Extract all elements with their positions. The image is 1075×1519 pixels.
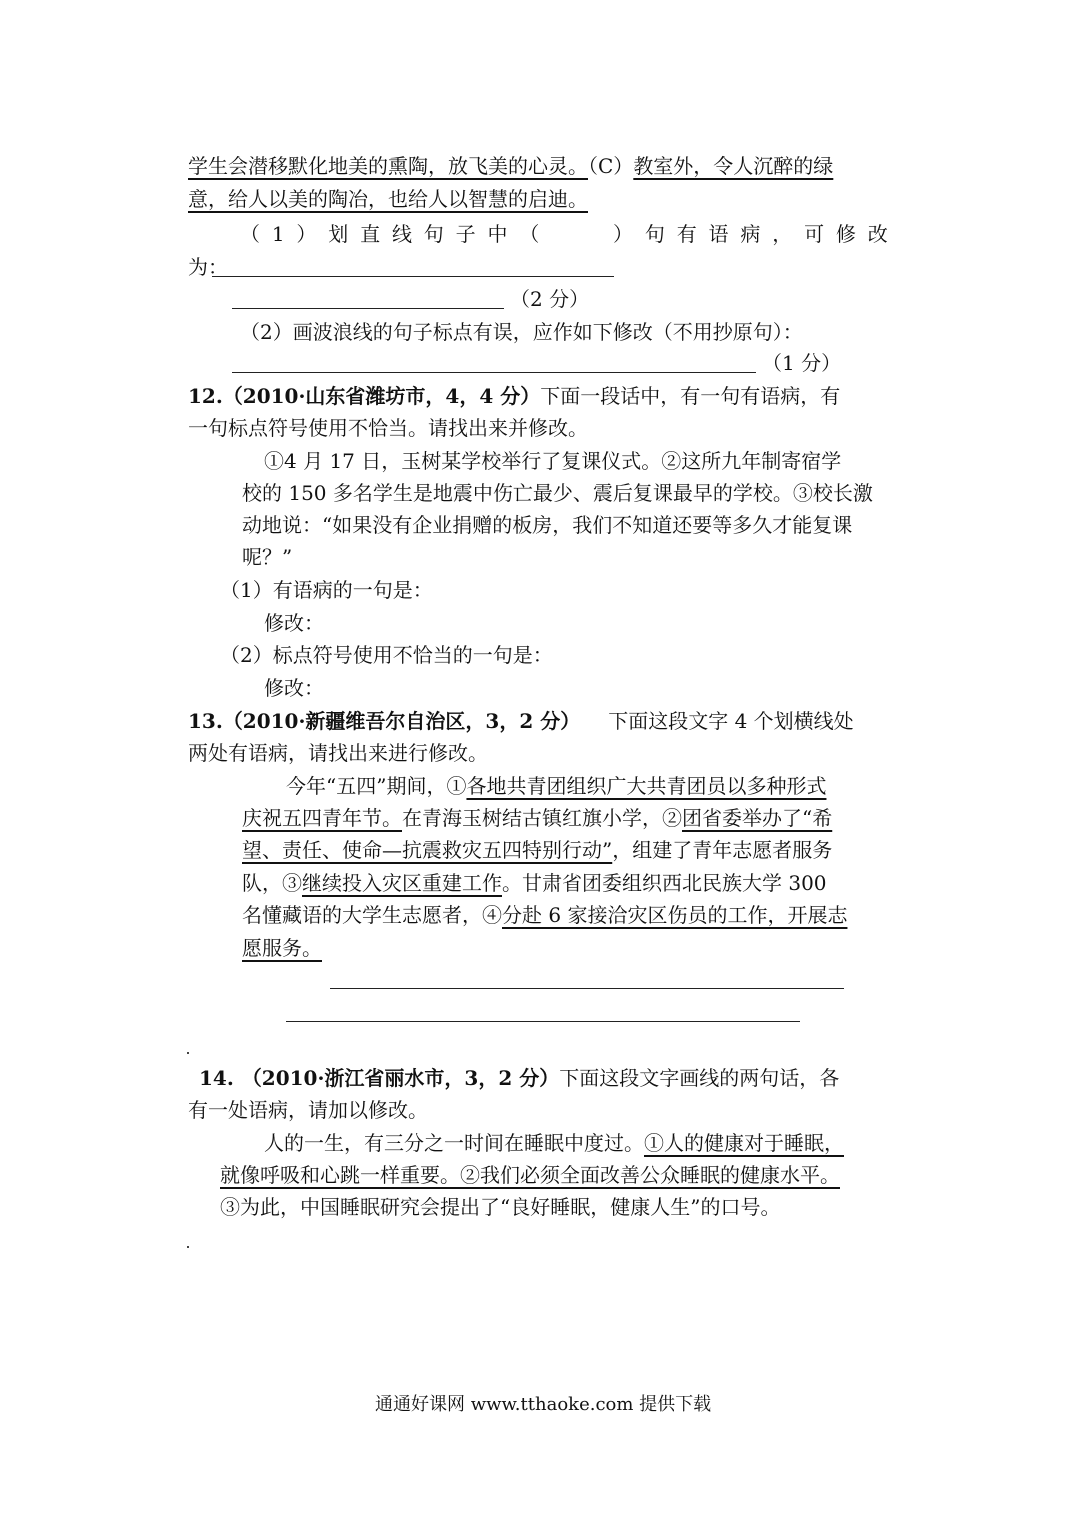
- q12-source: （2010·山东省潍坊市，4，4 分）: [222, 384, 541, 408]
- q11-underlined-sentence-c-end: 意，给人以美的陶冶，也给人以智慧的启迪。: [188, 187, 588, 211]
- q12-passage-line: 动地说：“如果没有企业捐赠的板房，我们不知道还要等多久才能复课: [242, 513, 853, 537]
- q11-answer-line-1[interactable]: [212, 276, 614, 277]
- q14-source: （2010·浙江省丽水市，3，2 分）: [241, 1066, 560, 1090]
- q12-item-1: （1）有语病的一句是：: [220, 578, 433, 602]
- q13-source: （2010·新疆维吾尔自治区，3，2 分）: [222, 709, 581, 733]
- q11-sub1-score: （2 分）: [510, 287, 590, 311]
- q14-header: [199, 1066, 839, 1090]
- q13-passage-line-6: [242, 936, 322, 960]
- q11-underlined-sentence-c: 教室外，令人沉醉的绿: [633, 154, 834, 178]
- q13-underlined-4: 分赴 6 家接洽灾区伤员的工作，开展志: [502, 903, 848, 927]
- q11-underlined-sentence-b-start: 学生会潜移默化地美的熏陶，放飞美的心灵。: [188, 154, 588, 178]
- q11-sub1-cont: 为：: [188, 255, 228, 279]
- q13-underlined-1-end: 庆祝五四青年节。: [242, 806, 402, 830]
- q13-passage-line-5: 名懂藏语的大学生志愿者，④分赴 6 家接洽灾区伤员的工作，开展志: [242, 903, 848, 927]
- q14-passage-line-3: ③为此，中国睡眠研究会提出了“良好睡眠，健康人生”的口号。: [220, 1195, 781, 1219]
- q13-passage-line-2: 庆祝五四青年节。在青海玉树结古镇红旗小学，②团省委举办了“希: [242, 806, 833, 830]
- q13-underlined-4-end: 愿服务。: [242, 936, 322, 960]
- q13-underlined-2: 团省委举办了“希: [682, 806, 833, 830]
- q13-passage-line-3: 望、责任、使命—抗震救灾五四特别行动”，组建了青年志愿者服务: [242, 838, 833, 862]
- q11-answer-line-3[interactable]: [232, 372, 756, 373]
- q12-passage-line: 呢？”: [242, 545, 293, 569]
- q12-passage-line: 校的 150 多名学生是地震中伤亡最少、震后复课最早的学校。③校长激: [242, 481, 873, 505]
- q13-answer-line-2[interactable]: [286, 1021, 800, 1022]
- q12-prompt: 下面一段话中，有一句有语病，有: [540, 384, 841, 408]
- q13-underlined-2-end: 望、责任、使命—抗震救灾五四特别行动”: [242, 838, 613, 862]
- q13-answer-line-1[interactable]: [330, 988, 844, 989]
- q14-prompt-cont: 有一处语病，请加以修改。: [188, 1098, 428, 1122]
- q13-passage-line-4: 队，③继续投入灾区重建工作。甘肃省团委组织西北民族大学 300: [242, 871, 827, 895]
- scan-dot: [187, 1052, 189, 1054]
- q14-underlined-1: ①人的健康对于睡眠，: [644, 1131, 844, 1155]
- q12-prompt-cont: 一句标点符号使用不恰当。请找出来并修改。: [188, 416, 588, 440]
- q12-header: [188, 384, 840, 408]
- q14-passage-line-1: 人的一生，有三分之一时间在睡眠中度过。①人的健康对于睡眠，: [264, 1131, 844, 1155]
- q12-fix-2[interactable]: 修改：: [264, 676, 324, 700]
- q13-passage-line-1: 今年“五四”期间，①各地共青团组织广大共青团员以多种形式: [286, 774, 827, 798]
- q14-number: 14.: [199, 1066, 234, 1090]
- q12-passage-line: ①4 月 17 日，玉树某学校举行了复课仪式。②这所九年制寄宿学: [264, 449, 842, 473]
- page-footer: 通通好课网 www.tthaoke.com 提供下载: [375, 1394, 712, 1415]
- q12-item-2: （2）标点符号使用不恰当的一句是：: [220, 643, 553, 667]
- q11-sub2-score: （1 分）: [762, 351, 842, 375]
- q13-header: [188, 709, 854, 733]
- q14-passage-line-2: [220, 1163, 840, 1187]
- q13-underlined-3: 继续投入灾区重建工作: [302, 871, 502, 895]
- scan-dot: [187, 1246, 189, 1248]
- q11-sub2-text: （2）画波浪线的句子标点有误，应作如下修改（不用抄原句）：: [240, 320, 803, 344]
- q13-prompt: 下面这段文字 4 个划横线处: [608, 709, 854, 733]
- q11-answer-line-2[interactable]: [232, 308, 504, 309]
- q13-number: 13.: [188, 709, 223, 733]
- q11-line-1: [188, 154, 833, 178]
- q11-answer-blank[interactable]: [551, 222, 601, 246]
- q12-number: 12.: [188, 384, 223, 408]
- q13-underlined-1: 各地共青团组织广大共青团员以多种形式: [466, 774, 827, 798]
- q11-sub1-line: （ 1 ） 划 直 线 句 子 中 （ ） 句 有 语 病 ， 可 修 改: [240, 222, 888, 246]
- q12-fix-1[interactable]: 修改：: [264, 611, 324, 635]
- q11-option-c-label: （C）: [588, 154, 634, 178]
- q13-prompt-cont: 两处有语病，请找出来进行修改。: [188, 741, 488, 765]
- q11-line-2: [188, 187, 588, 211]
- q14-prompt: 下面这段文字画线的两句话，各: [559, 1066, 840, 1090]
- q14-underlined-2: 就像呼吸和心跳一样重要。②我们必须全面改善公众睡眠的健康水平。: [220, 1163, 840, 1187]
